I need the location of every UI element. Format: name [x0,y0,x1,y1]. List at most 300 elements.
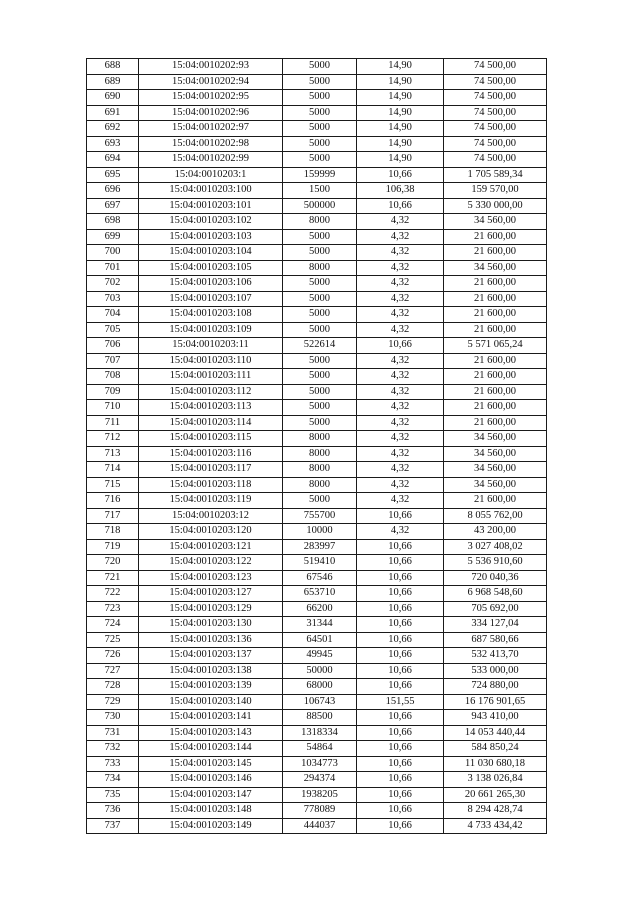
rate-cell: 10,66 [357,772,444,788]
rate-cell: 10,66 [357,756,444,772]
row-number-cell: 724 [87,617,139,633]
value-cell: 334 127,04 [444,617,547,633]
cadastral-number-cell: 15:04:0010202:93 [139,59,283,75]
rate-cell: 10,66 [357,555,444,571]
value-cell: 943 410,00 [444,710,547,726]
rate-cell: 10,66 [357,818,444,834]
table-row [87,555,547,571]
value-cell: 8 055 762,00 [444,508,547,524]
table-row [87,384,547,400]
cadastral-number-cell: 15:04:0010203:119 [139,493,283,509]
rate-cell: 10,66 [357,648,444,664]
table-row [87,415,547,431]
value-cell: 74 500,00 [444,136,547,152]
table-row [87,818,547,834]
row-number-cell: 701 [87,260,139,276]
table-row [87,105,547,121]
area-cell: 5000 [283,245,357,261]
value-cell: 584 850,24 [444,741,547,757]
rate-cell: 4,32 [357,384,444,400]
value-cell: 21 600,00 [444,384,547,400]
value-cell: 3 138 026,84 [444,772,547,788]
row-number-cell: 728 [87,679,139,695]
rate-cell: 10,66 [357,710,444,726]
area-cell: 444037 [283,818,357,834]
table-row [87,539,547,555]
row-number-cell: 713 [87,446,139,462]
value-cell: 5 536 910,60 [444,555,547,571]
cadastral-number-cell: 15:04:0010203:129 [139,601,283,617]
rate-cell: 4,32 [357,400,444,416]
table-row [87,136,547,152]
row-number-cell: 688 [87,59,139,75]
row-number-cell: 705 [87,322,139,338]
rate-cell: 10,66 [357,787,444,803]
table-row [87,679,547,695]
cadastral-number-cell: 15:04:0010203:114 [139,415,283,431]
cadastral-number-cell: 15:04:0010203:11 [139,338,283,354]
table-row [87,400,547,416]
area-cell: 522614 [283,338,357,354]
area-cell: 5000 [283,229,357,245]
cadastral-number-cell: 15:04:0010203:115 [139,431,283,447]
cadastral-number-cell: 15:04:0010203:149 [139,818,283,834]
value-cell: 74 500,00 [444,152,547,168]
area-cell: 31344 [283,617,357,633]
value-cell: 11 030 680,18 [444,756,547,772]
table-row [87,710,547,726]
row-number-cell: 708 [87,369,139,385]
value-cell: 74 500,00 [444,121,547,137]
rate-cell: 4,32 [357,260,444,276]
value-cell: 8 294 428,74 [444,803,547,819]
rate-cell: 4,32 [357,446,444,462]
cadastral-number-cell: 15:04:0010203:103 [139,229,283,245]
value-cell: 43 200,00 [444,524,547,540]
cadastral-number-cell: 15:04:0010202:97 [139,121,283,137]
area-cell: 8000 [283,477,357,493]
area-cell: 54864 [283,741,357,757]
rate-cell: 4,32 [357,245,444,261]
row-number-cell: 727 [87,663,139,679]
row-number-cell: 709 [87,384,139,400]
row-number-cell: 722 [87,586,139,602]
rate-cell: 4,32 [357,431,444,447]
area-cell: 5000 [283,353,357,369]
row-number-cell: 690 [87,90,139,106]
table-row [87,663,547,679]
parcel-table-body [87,59,547,834]
row-number-cell: 702 [87,276,139,292]
row-number-cell: 719 [87,539,139,555]
rate-cell: 14,90 [357,152,444,168]
cadastral-number-cell: 15:04:0010203:147 [139,787,283,803]
row-number-cell: 720 [87,555,139,571]
table-row [87,586,547,602]
value-cell: 21 600,00 [444,369,547,385]
rate-cell: 4,32 [357,524,444,540]
row-number-cell: 737 [87,818,139,834]
rate-cell: 14,90 [357,74,444,90]
value-cell: 3 027 408,02 [444,539,547,555]
area-cell: 10000 [283,524,357,540]
rate-cell: 4,32 [357,353,444,369]
value-cell: 5 571 065,24 [444,338,547,354]
row-number-cell: 734 [87,772,139,788]
table-row [87,477,547,493]
value-cell: 34 560,00 [444,477,547,493]
rate-cell: 4,32 [357,307,444,323]
value-cell: 14 053 440,44 [444,725,547,741]
rate-cell: 4,32 [357,229,444,245]
value-cell: 21 600,00 [444,353,547,369]
table-row [87,276,547,292]
table-row [87,183,547,199]
cadastral-number-cell: 15:04:0010203:121 [139,539,283,555]
cadastral-number-cell: 15:04:0010203:113 [139,400,283,416]
value-cell: 16 176 901,65 [444,694,547,710]
rate-cell: 4,32 [357,462,444,478]
table-row [87,803,547,819]
cadastral-number-cell: 15:04:0010203:143 [139,725,283,741]
cadastral-number-cell: 15:04:0010203:118 [139,477,283,493]
area-cell: 8000 [283,214,357,230]
cadastral-number-cell: 15:04:0010203:110 [139,353,283,369]
area-cell: 5000 [283,105,357,121]
area-cell: 5000 [283,276,357,292]
cadastral-number-cell: 15:04:0010203:139 [139,679,283,695]
row-number-cell: 704 [87,307,139,323]
table-row [87,307,547,323]
table-row [87,570,547,586]
row-number-cell: 703 [87,291,139,307]
table-row [87,772,547,788]
table-row [87,74,547,90]
cadastral-number-cell: 15:04:0010202:95 [139,90,283,106]
table-row [87,446,547,462]
row-number-cell: 731 [87,725,139,741]
cadastral-number-cell: 15:04:0010202:99 [139,152,283,168]
row-number-cell: 736 [87,803,139,819]
area-cell: 283997 [283,539,357,555]
rate-cell: 14,90 [357,105,444,121]
row-number-cell: 725 [87,632,139,648]
row-number-cell: 710 [87,400,139,416]
value-cell: 21 600,00 [444,493,547,509]
table-row [87,121,547,137]
cadastral-number-cell: 15:04:0010202:98 [139,136,283,152]
cadastral-number-cell: 15:04:0010203:104 [139,245,283,261]
cadastral-number-cell: 15:04:0010203:101 [139,198,283,214]
value-cell: 6 968 548,60 [444,586,547,602]
cadastral-number-cell: 15:04:0010203:1 [139,167,283,183]
value-cell: 1 705 589,34 [444,167,547,183]
row-number-cell: 723 [87,601,139,617]
area-cell: 49945 [283,648,357,664]
area-cell: 5000 [283,291,357,307]
table-row [87,787,547,803]
area-cell: 5000 [283,307,357,323]
cadastral-number-cell: 15:04:0010203:141 [139,710,283,726]
cadastral-number-cell: 15:04:0010203:140 [139,694,283,710]
table-row [87,617,547,633]
rate-cell: 14,90 [357,90,444,106]
table-row [87,369,547,385]
value-cell: 74 500,00 [444,74,547,90]
cadastral-number-cell: 15:04:0010203:144 [139,741,283,757]
rate-cell: 4,32 [357,276,444,292]
value-cell: 724 880,00 [444,679,547,695]
area-cell: 5000 [283,136,357,152]
table-row [87,508,547,524]
value-cell: 5 330 000,00 [444,198,547,214]
rate-cell: 10,66 [357,198,444,214]
row-number-cell: 726 [87,648,139,664]
cadastral-number-cell: 15:04:0010203:100 [139,183,283,199]
area-cell: 1938205 [283,787,357,803]
cadastral-number-cell: 15:04:0010203:117 [139,462,283,478]
rate-cell: 10,66 [357,338,444,354]
rate-cell: 4,32 [357,214,444,230]
cadastral-number-cell: 15:04:0010203:123 [139,570,283,586]
area-cell: 5000 [283,369,357,385]
rate-cell: 10,66 [357,741,444,757]
row-number-cell: 730 [87,710,139,726]
cadastral-number-cell: 15:04:0010203:120 [139,524,283,540]
row-number-cell: 717 [87,508,139,524]
cadastral-number-cell: 15:04:0010203:12 [139,508,283,524]
row-number-cell: 691 [87,105,139,121]
value-cell: 74 500,00 [444,105,547,121]
table-row [87,229,547,245]
area-cell: 64501 [283,632,357,648]
cadastral-number-cell: 15:04:0010203:109 [139,322,283,338]
area-cell: 5000 [283,152,357,168]
value-cell: 159 570,00 [444,183,547,199]
cadastral-number-cell: 15:04:0010203:106 [139,276,283,292]
cadastral-number-cell: 15:04:0010203:105 [139,260,283,276]
area-cell: 5000 [283,59,357,75]
area-cell: 88500 [283,710,357,726]
value-cell: 21 600,00 [444,229,547,245]
table-row [87,462,547,478]
row-number-cell: 698 [87,214,139,230]
rate-cell: 10,66 [357,803,444,819]
area-cell: 500000 [283,198,357,214]
table-row [87,756,547,772]
row-number-cell: 707 [87,353,139,369]
value-cell: 34 560,00 [444,260,547,276]
cadastral-number-cell: 15:04:0010202:96 [139,105,283,121]
row-number-cell: 718 [87,524,139,540]
area-cell: 778089 [283,803,357,819]
row-number-cell: 695 [87,167,139,183]
table-row [87,601,547,617]
rate-cell: 14,90 [357,121,444,137]
row-number-cell: 699 [87,229,139,245]
area-cell: 653710 [283,586,357,602]
rate-cell: 4,32 [357,291,444,307]
table-row [87,524,547,540]
rate-cell: 10,66 [357,663,444,679]
table-row [87,648,547,664]
rate-cell: 10,66 [357,586,444,602]
cadastral-number-cell: 15:04:0010203:148 [139,803,283,819]
cadastral-number-cell: 15:04:0010203:116 [139,446,283,462]
area-cell: 5000 [283,74,357,90]
table-row [87,431,547,447]
table-row [87,59,547,75]
value-cell: 21 600,00 [444,322,547,338]
area-cell: 159999 [283,167,357,183]
value-cell: 4 733 434,42 [444,818,547,834]
rate-cell: 4,32 [357,415,444,431]
area-cell: 5000 [283,400,357,416]
area-cell: 5000 [283,384,357,400]
value-cell: 21 600,00 [444,400,547,416]
cadastral-number-cell: 15:04:0010203:146 [139,772,283,788]
value-cell: 533 000,00 [444,663,547,679]
row-number-cell: 700 [87,245,139,261]
value-cell: 21 600,00 [444,415,547,431]
rate-cell: 14,90 [357,136,444,152]
cadastral-number-cell: 15:04:0010203:127 [139,586,283,602]
value-cell: 687 580,66 [444,632,547,648]
row-number-cell: 694 [87,152,139,168]
table-row [87,632,547,648]
cadastral-number-cell: 15:04:0010203:136 [139,632,283,648]
rate-cell: 4,32 [357,493,444,509]
row-number-cell: 714 [87,462,139,478]
row-number-cell: 729 [87,694,139,710]
row-number-cell: 721 [87,570,139,586]
area-cell: 5000 [283,415,357,431]
table-row [87,741,547,757]
row-number-cell: 693 [87,136,139,152]
area-cell: 50000 [283,663,357,679]
value-cell: 34 560,00 [444,446,547,462]
area-cell: 294374 [283,772,357,788]
table-row [87,245,547,261]
rate-cell: 4,32 [357,369,444,385]
table-row [87,214,547,230]
row-number-cell: 735 [87,787,139,803]
area-cell: 68000 [283,679,357,695]
row-number-cell: 712 [87,431,139,447]
area-cell: 5000 [283,493,357,509]
table-row [87,338,547,354]
area-cell: 755700 [283,508,357,524]
value-cell: 21 600,00 [444,291,547,307]
cadastral-number-cell: 15:04:0010203:111 [139,369,283,385]
cadastral-number-cell: 15:04:0010203:122 [139,555,283,571]
value-cell: 21 600,00 [444,245,547,261]
table-row [87,198,547,214]
value-cell: 34 560,00 [444,462,547,478]
row-number-cell: 689 [87,74,139,90]
cadastral-number-cell: 15:04:0010203:112 [139,384,283,400]
area-cell: 519410 [283,555,357,571]
rate-cell: 10,66 [357,679,444,695]
value-cell: 74 500,00 [444,90,547,106]
row-number-cell: 692 [87,121,139,137]
row-number-cell: 715 [87,477,139,493]
area-cell: 8000 [283,446,357,462]
value-cell: 34 560,00 [444,431,547,447]
area-cell: 1318334 [283,725,357,741]
cadastral-number-cell: 15:04:0010202:94 [139,74,283,90]
rate-cell: 106,38 [357,183,444,199]
value-cell: 720 040,36 [444,570,547,586]
row-number-cell: 711 [87,415,139,431]
area-cell: 67546 [283,570,357,586]
cadastral-number-cell: 15:04:0010203:138 [139,663,283,679]
area-cell: 5000 [283,90,357,106]
table-row [87,493,547,509]
table-row [87,725,547,741]
value-cell: 34 560,00 [444,214,547,230]
cadastral-number-cell: 15:04:0010203:108 [139,307,283,323]
row-number-cell: 732 [87,741,139,757]
area-cell: 5000 [283,322,357,338]
rate-cell: 4,32 [357,322,444,338]
parcel-table [86,58,547,834]
table-row [87,152,547,168]
value-cell: 532 413,70 [444,648,547,664]
rate-cell: 10,66 [357,570,444,586]
value-cell: 21 600,00 [444,307,547,323]
row-number-cell: 696 [87,183,139,199]
rate-cell: 14,90 [357,59,444,75]
rate-cell: 10,66 [357,617,444,633]
area-cell: 8000 [283,462,357,478]
rate-cell: 10,66 [357,539,444,555]
area-cell: 106743 [283,694,357,710]
rate-cell: 10,66 [357,167,444,183]
area-cell: 8000 [283,260,357,276]
cadastral-number-cell: 15:04:0010203:107 [139,291,283,307]
value-cell: 21 600,00 [444,276,547,292]
value-cell: 20 661 265,30 [444,787,547,803]
table-row [87,353,547,369]
cadastral-number-cell: 15:04:0010203:102 [139,214,283,230]
table-row [87,694,547,710]
table-row [87,260,547,276]
table-row [87,167,547,183]
rate-cell: 10,66 [357,508,444,524]
row-number-cell: 716 [87,493,139,509]
rate-cell: 151,55 [357,694,444,710]
table-row [87,291,547,307]
table-row [87,322,547,338]
rate-cell: 10,66 [357,601,444,617]
cadastral-number-cell: 15:04:0010203:130 [139,617,283,633]
area-cell: 66200 [283,601,357,617]
rate-cell: 10,66 [357,632,444,648]
cadastral-number-cell: 15:04:0010203:137 [139,648,283,664]
table-row [87,90,547,106]
row-number-cell: 733 [87,756,139,772]
row-number-cell: 706 [87,338,139,354]
value-cell: 705 692,00 [444,601,547,617]
cadastral-number-cell: 15:04:0010203:145 [139,756,283,772]
area-cell: 5000 [283,121,357,137]
rate-cell: 10,66 [357,725,444,741]
area-cell: 1500 [283,183,357,199]
value-cell: 74 500,00 [444,59,547,75]
row-number-cell: 697 [87,198,139,214]
rate-cell: 4,32 [357,477,444,493]
